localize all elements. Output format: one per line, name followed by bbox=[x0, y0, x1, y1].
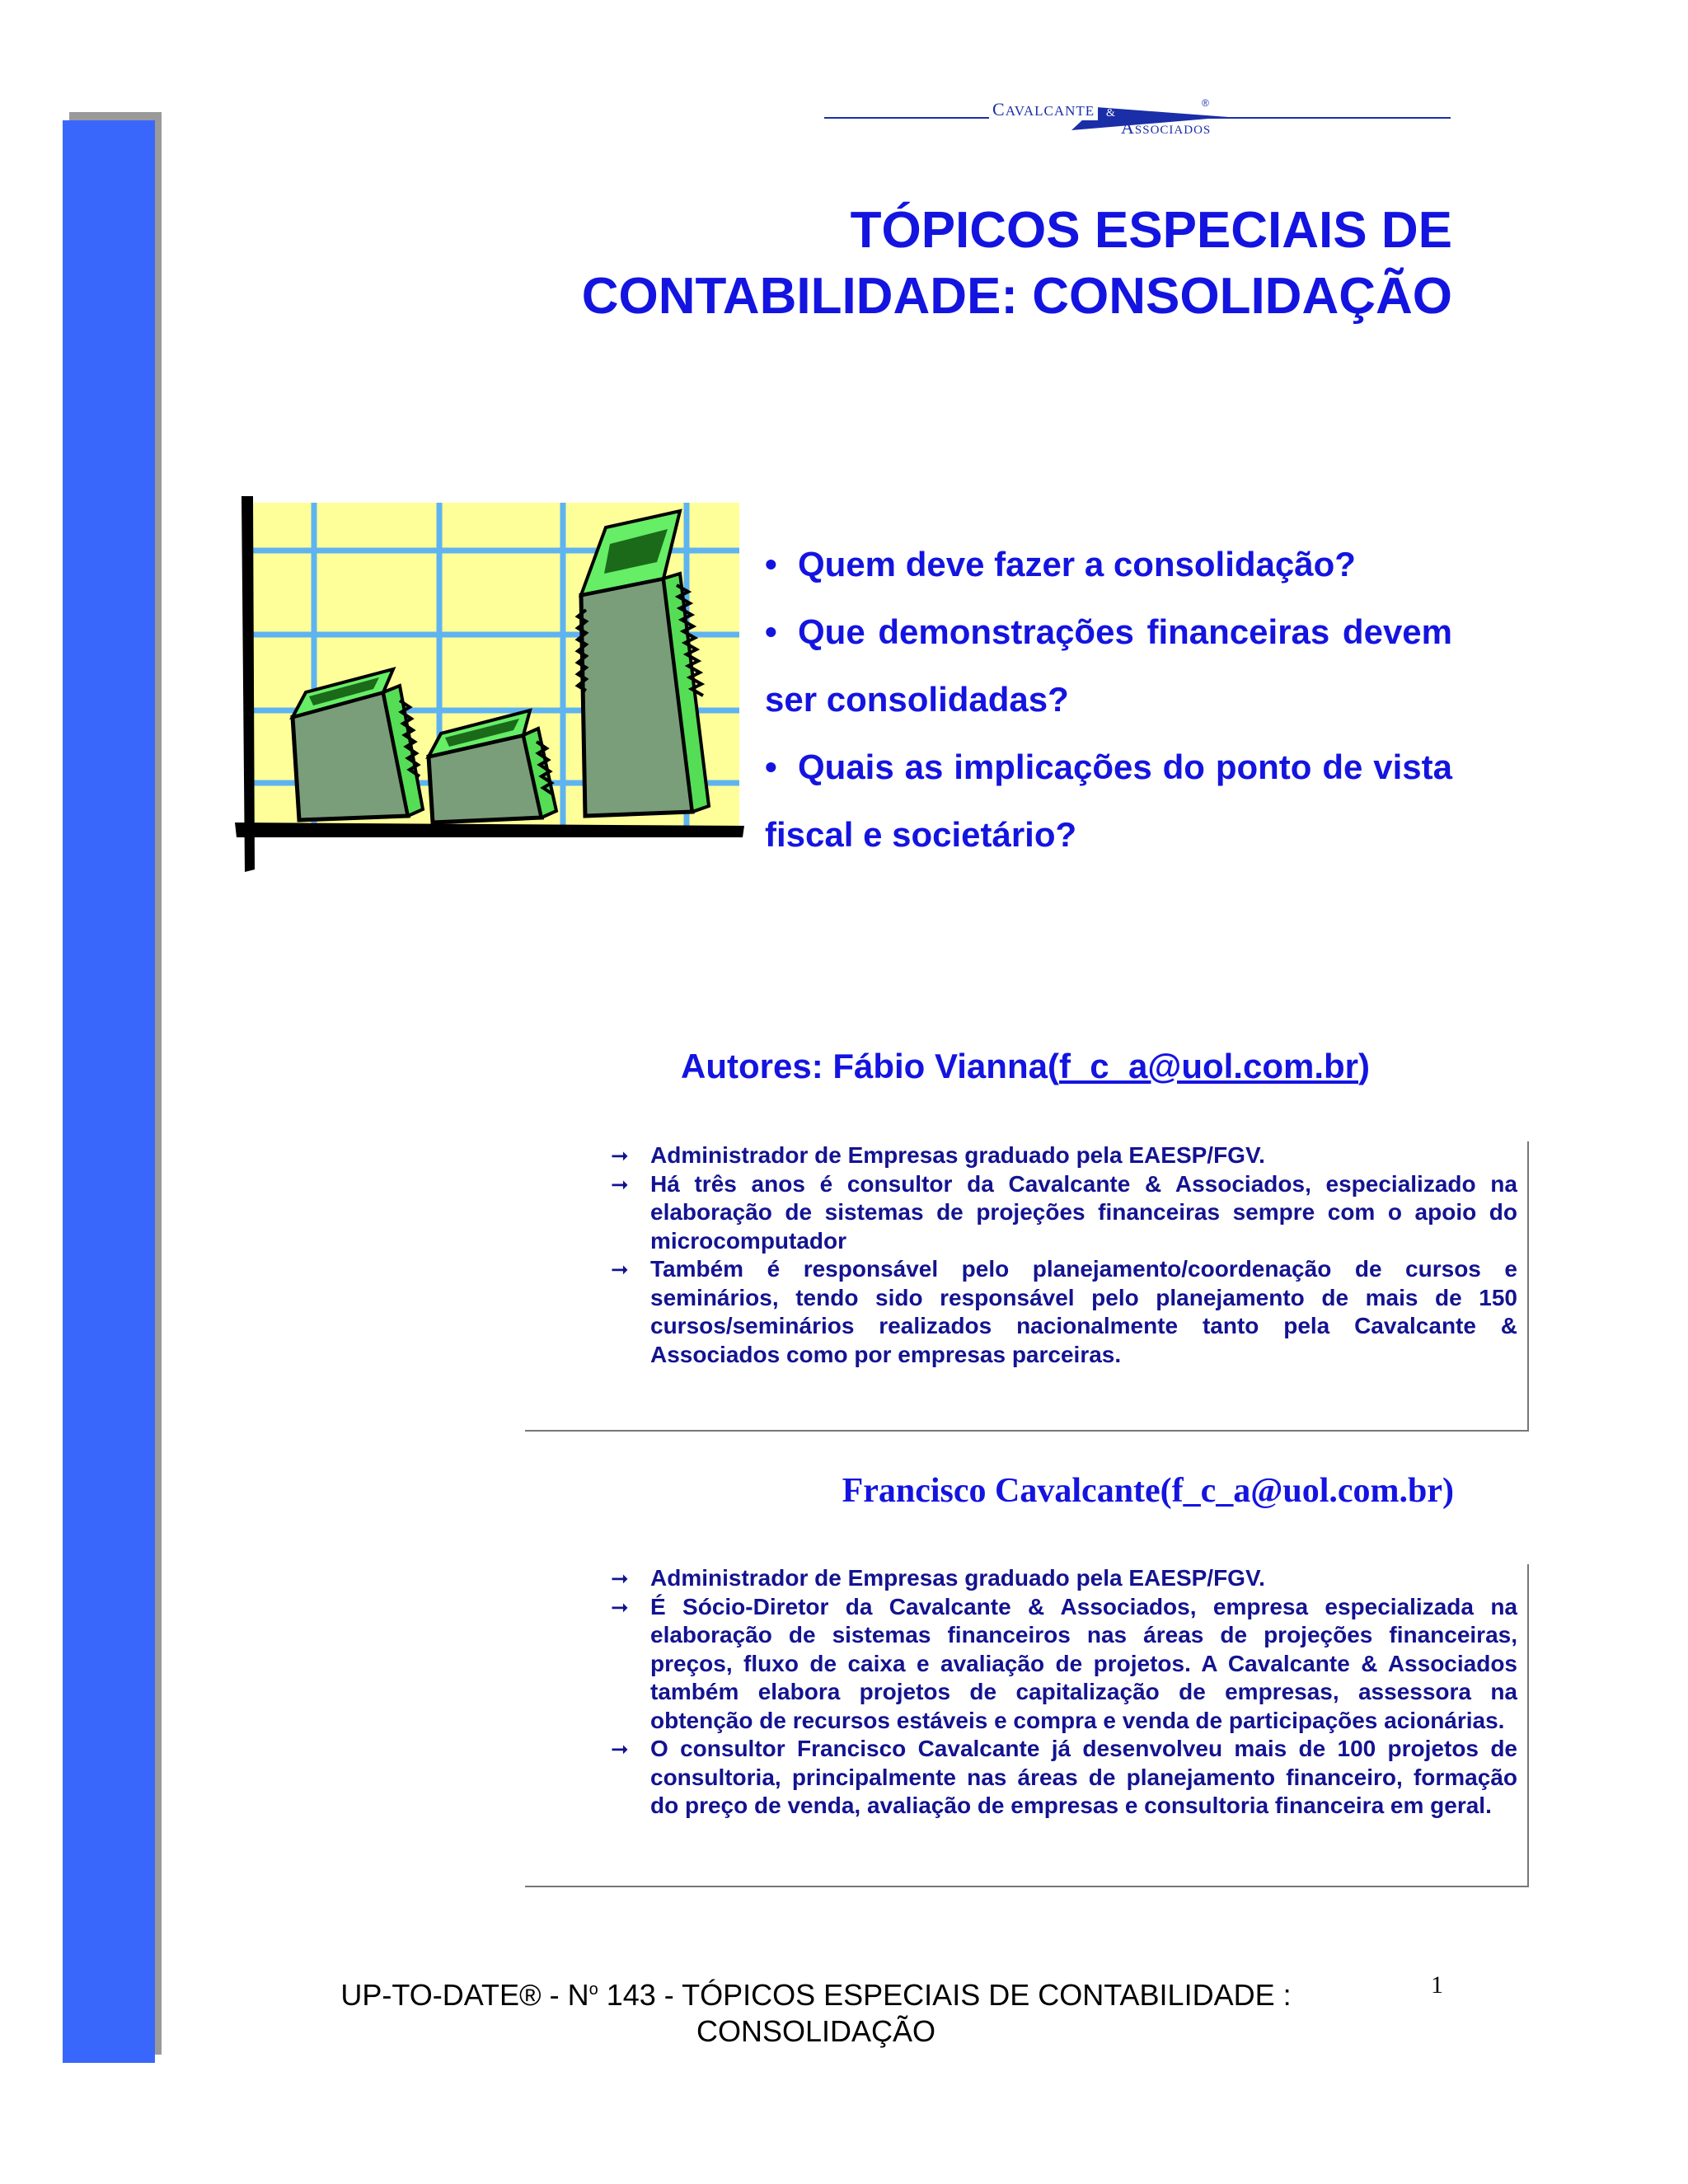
list-item: ➞ É Sócio-Diretor da Cavalcante & Associados, empresa especializada na elaboração de sistemas financeiros nas áreas de projeções financeiras, preços, fluxo de caixa e avaliação de projetos. A Cavalcante & Associados também elabora projetos de capitalização de empresas, assessora na obtenção de recursos estáveis e compra e venda de participações acionárias. bbox=[611, 1593, 1517, 1733]
list-item: ➞ Também é responsável pelo planejamento/coordenação de cursos e seminários, tendo sido responsável pelo planejamento de mais de 150 cursos/seminários realizados nacionalmente tanto pela Cavalcante & Associados como por empresas parceiras. bbox=[611, 1256, 1517, 1367]
title-line-1: TÓPICOS ESPECIAIS DE bbox=[850, 202, 1452, 259]
author1-bio-box bbox=[525, 1141, 1529, 1432]
sidebar-bar bbox=[63, 120, 155, 2063]
footer-line-1: UP-TO-DATE® - $N^o$ 143 - TÓPICOS ESPECIAIS DE CONTABILIDADE : bbox=[340, 1978, 1292, 2012]
author2-bio-box bbox=[525, 1564, 1529, 1887]
list-item: ➞ Há três anos é consultor da Cavalcante & Associados, especializado na elaboração de sistemas de projeções financeiras sempre com o apoio do microcomputador bbox=[611, 1170, 1517, 1254]
growth-chart-clipart-icon bbox=[235, 494, 750, 874]
page-number: 1 bbox=[1431, 1971, 1443, 1999]
key-questions bbox=[765, 531, 1452, 869]
author2-heading: Francisco Cavalcante(f_c_a@uol.com.br) bbox=[842, 1472, 1454, 1510]
logo-top-text: CAVALCANTE bbox=[989, 99, 1098, 120]
arrow-icon: ➞ bbox=[611, 1566, 629, 1591]
page-title bbox=[412, 198, 1452, 330]
title-line-2: CONTABILIDADE: CONSOLIDAÇÃO bbox=[581, 268, 1452, 325]
page-footer bbox=[280, 1971, 1352, 2050]
question-item: • Quais as implicações do ponto de vista fiscal e societário? bbox=[765, 733, 1452, 869]
arrow-icon: ➞ bbox=[611, 1257, 629, 1282]
company-logo bbox=[824, 97, 1451, 138]
list-item: ➞ Administrador de Empresas graduado pela EAESP/FGV. bbox=[650, 1564, 1517, 1593]
footer-line-2: CONSOLIDAÇÃO bbox=[696, 2014, 936, 2048]
bullet-icon: • bbox=[765, 612, 777, 651]
list-item: ➞ O consultor Francisco Cavalcante já desenvolveu mais de 100 projetos de consultoria, principalmente nas áreas de planejamento financeiro, formação do preço de venda, avaliação de empresas e consultoria financeira em geral. bbox=[611, 1736, 1517, 1818]
question-item: • Que demonstrações financeiras devem ser consolidadas? bbox=[765, 598, 1452, 733]
list-item: ➞ Administrador de Empresas graduado pela EAESP/FGV. bbox=[650, 1141, 1517, 1170]
arrow-icon: ➞ bbox=[611, 1736, 629, 1761]
author1-email-link[interactable]: f_c_a@uol.com.br bbox=[1058, 1047, 1359, 1085]
logo-registered-mark: ® bbox=[1202, 97, 1209, 109]
bullet-icon: • bbox=[765, 545, 777, 583]
bullet-icon: • bbox=[765, 748, 777, 786]
arrow-icon: ➞ bbox=[611, 1171, 629, 1197]
logo-ampersand: & bbox=[1106, 107, 1115, 120]
arrow-icon: ➞ bbox=[611, 1143, 629, 1168]
author2-bio-list bbox=[611, 1564, 1517, 1821]
authors-heading: Autores: Fábio Vianna(f_c_a@uol.com.br) bbox=[681, 1047, 1371, 1085]
arrow-icon: ➞ bbox=[611, 1594, 629, 1619]
logo-bottom-text: ASSOCIADOS bbox=[1121, 117, 1212, 138]
question-item: • Quem deve fazer a consolidação? bbox=[765, 531, 1452, 598]
author1-bio-list bbox=[611, 1141, 1517, 1369]
